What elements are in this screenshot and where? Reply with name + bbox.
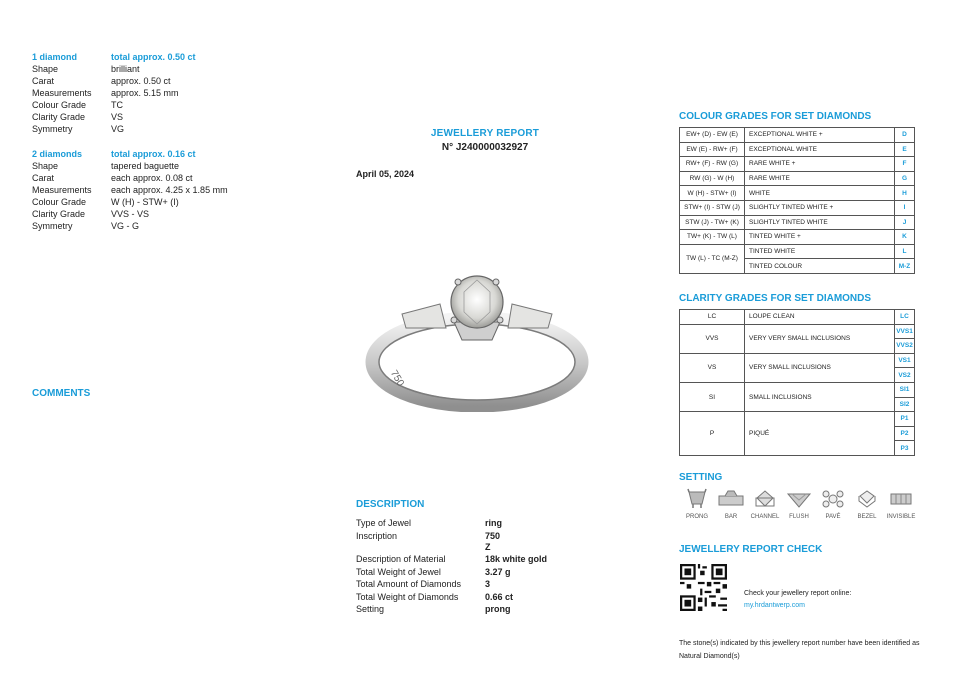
colour-name: RARE WHITE: [745, 171, 895, 186]
report-check-title: JEWELLERY REPORT CHECK: [679, 544, 823, 555]
clarity-code: VVS: [680, 324, 745, 353]
report-title: JEWELLERY REPORT: [430, 128, 540, 139]
clarity-name: SMALL INCLUSIONS: [745, 382, 895, 411]
spec-value: W (H) - STW+ (I): [111, 197, 179, 207]
stone1-total: total approx. 0.50 ct: [111, 52, 196, 62]
colour-range: RW (G) - W (H): [680, 171, 745, 186]
setting-prong: [680, 488, 714, 520]
desc-key: Type of Jewel: [356, 518, 412, 528]
clarity-grade: P1: [895, 412, 915, 427]
colour-grades-table: [679, 127, 915, 274]
setting-label: PRONG: [685, 514, 708, 520]
bar-setting-icon: [718, 488, 744, 510]
clarity-code: SI: [680, 382, 745, 411]
colour-name: SLIGHTLY TINTED WHITE: [745, 215, 895, 230]
colour-code: M-Z: [895, 259, 915, 274]
setting-label: INVISIBLE: [886, 514, 916, 520]
colour-name: SLIGHTLY TINTED WHITE +: [745, 200, 895, 215]
stone1-specs: [32, 51, 332, 135]
natural-diamond-note: The stone(s) indicated by this jewellery report number have been identified as Natural Diamond(s): [679, 640, 920, 660]
clarity-grades-table: [679, 309, 915, 456]
colour-code: J: [895, 215, 915, 230]
setting-label: BAR: [724, 514, 738, 520]
colour-name: WHITE: [745, 186, 895, 201]
desc-key: [356, 542, 485, 553]
description-title: DESCRIPTION: [356, 499, 425, 510]
clarity-grade: VS2: [895, 368, 915, 383]
ring-engraving: 750: [387, 368, 406, 389]
desc-value: ring: [485, 518, 502, 528]
spec-value: approx. 5.15 mm: [111, 88, 179, 98]
colour-code: E: [895, 142, 915, 157]
colour-range: EW (E) - RW+ (F): [680, 142, 745, 157]
colour-range: RW+ (F) - RW (G): [680, 157, 745, 172]
clarity-grade: VVS2: [895, 339, 915, 354]
report-date: April 05, 2024: [356, 169, 415, 179]
clarity-grades-title: CLARITY GRADES FOR SET DIAMONDS: [679, 293, 872, 304]
spec-key: Clarity Grade: [32, 209, 86, 219]
desc-key: Total Amount of Diamonds: [356, 579, 462, 589]
desc-value: 3.27 g: [485, 566, 511, 577]
report-check-text: Check your jewellery report online:: [744, 590, 852, 597]
colour-name: EXCEPTIONAL WHITE: [745, 142, 895, 157]
desc-value: 0.66 ct: [485, 591, 514, 602]
comments-title: COMMENTS: [32, 388, 91, 399]
desc-value: prong: [485, 604, 511, 614]
spec-value: TC: [111, 100, 123, 110]
colour-range: TW+ (K) - TW (L): [680, 230, 745, 245]
clarity-code: P: [680, 412, 745, 456]
spec-value: VG: [111, 124, 125, 134]
spec-key: Colour Grade: [32, 100, 87, 110]
colour-range: TW (L) - TC (M-Z): [680, 244, 745, 273]
clarity-grade: VVS1: [895, 324, 915, 339]
spec-key: Carat: [32, 173, 55, 183]
desc-value: 18k white gold: [485, 554, 548, 564]
spec-value: brilliant: [111, 64, 140, 74]
clarity-name: LOUPE CLEAN: [745, 310, 895, 325]
colour-name: TINTED WHITE +: [745, 230, 895, 245]
clarity-grade: SI1: [895, 382, 915, 397]
ring-image: [362, 262, 592, 412]
qr-code-icon[interactable]: [680, 564, 727, 611]
spec-key: Shape: [32, 64, 59, 74]
spec-key: Measurements: [32, 185, 92, 195]
clarity-grade: LC: [895, 310, 915, 325]
setting-pave: [816, 488, 850, 520]
clarity-code: LC: [680, 310, 745, 325]
spec-value: VVS - VS: [111, 209, 150, 219]
colour-range: EW+ (D) - EW (E): [680, 128, 745, 143]
report-number: N° J240000032927: [441, 142, 529, 153]
spec-key: Symmetry: [32, 124, 73, 134]
desc-value: 3: [485, 579, 491, 589]
report-check-link[interactable]: my.hrdantwerp.com: [744, 602, 805, 609]
colour-range: STW (J) - TW+ (K): [680, 215, 745, 230]
channel-setting-icon: [752, 488, 778, 510]
colour-code: F: [895, 157, 915, 172]
stone2-label: 2 diamonds: [32, 149, 83, 159]
setting-bar: [714, 488, 748, 520]
colour-range: W (H) - STW+ (I): [680, 186, 745, 201]
spec-key: Measurements: [32, 88, 92, 98]
colour-range: STW+ (I) - STW (J): [680, 200, 745, 215]
colour-code: K: [895, 230, 915, 245]
invisible-setting-icon: [888, 488, 914, 510]
spec-key: Carat: [32, 76, 55, 86]
clarity-code: VS: [680, 353, 745, 382]
colour-code: D: [895, 128, 915, 143]
clarity-name: VERY VERY SMALL INCLUSIONS: [745, 324, 895, 353]
setting-label: FLUSH: [789, 514, 809, 520]
spec-key: Colour Grade: [32, 197, 87, 207]
stone2-total: total approx. 0.16 ct: [111, 149, 196, 159]
spec-key: Clarity Grade: [32, 112, 86, 122]
clarity-grade: VS1: [895, 353, 915, 368]
stone1-label: 1 diamond: [32, 52, 78, 62]
spec-key: Symmetry: [32, 221, 73, 231]
desc-value: 750: [485, 530, 501, 541]
clarity-grade: SI2: [895, 397, 915, 412]
spec-key: Shape: [32, 161, 59, 171]
clarity-grade: P3: [895, 441, 915, 456]
spec-value: approx. 0.50 ct: [111, 76, 171, 86]
setting-invisible: [884, 488, 918, 520]
setting-flush: [782, 488, 816, 520]
bezel-setting-icon: [854, 488, 880, 510]
colour-code: L: [895, 244, 915, 259]
setting-icons: [680, 488, 918, 520]
spec-value: VG - G: [111, 221, 140, 231]
clarity-name: PIQUÉ: [745, 412, 895, 456]
flush-setting-icon: [786, 488, 812, 510]
pave-setting-icon: [820, 488, 846, 510]
setting-title: SETTING: [679, 472, 723, 483]
setting-label: BEZEL: [857, 514, 877, 520]
colour-code: H: [895, 186, 915, 201]
colour-grades-title: COLOUR GRADES FOR SET DIAMONDS: [679, 111, 872, 122]
description-table: [356, 517, 596, 616]
spec-value: tapered baguette: [111, 161, 180, 171]
spec-value: each approx. 0.08 ct: [111, 173, 193, 183]
colour-name: TINTED COLOUR: [745, 259, 895, 274]
desc-value: Z: [485, 542, 491, 552]
setting-label: PAVÉ: [825, 514, 841, 520]
colour-code: I: [895, 200, 915, 215]
spec-value: each approx. 4.25 x 1.85 mm: [111, 185, 228, 195]
setting-label: CHANNEL: [750, 514, 780, 520]
desc-key: Total Weight of Jewel: [356, 566, 441, 577]
colour-name: EXCEPTIONAL WHITE +: [745, 128, 895, 143]
desc-key: Inscription: [356, 530, 398, 541]
desc-key: Description of Material: [356, 554, 446, 564]
clarity-name: VERY SMALL INCLUSIONS: [745, 353, 895, 382]
setting-bezel: [850, 488, 884, 520]
setting-channel: [748, 488, 782, 520]
colour-code: G: [895, 171, 915, 186]
desc-key: Total Weight of Diamonds: [356, 591, 459, 602]
clarity-grade: P2: [895, 426, 915, 441]
desc-key: Setting: [356, 604, 385, 614]
colour-name: TINTED WHITE: [745, 244, 895, 259]
prong-setting-icon: [684, 488, 710, 510]
spec-value: VS: [111, 112, 124, 122]
stone2-specs: [32, 148, 332, 232]
colour-name: RARE WHITE +: [745, 157, 895, 172]
